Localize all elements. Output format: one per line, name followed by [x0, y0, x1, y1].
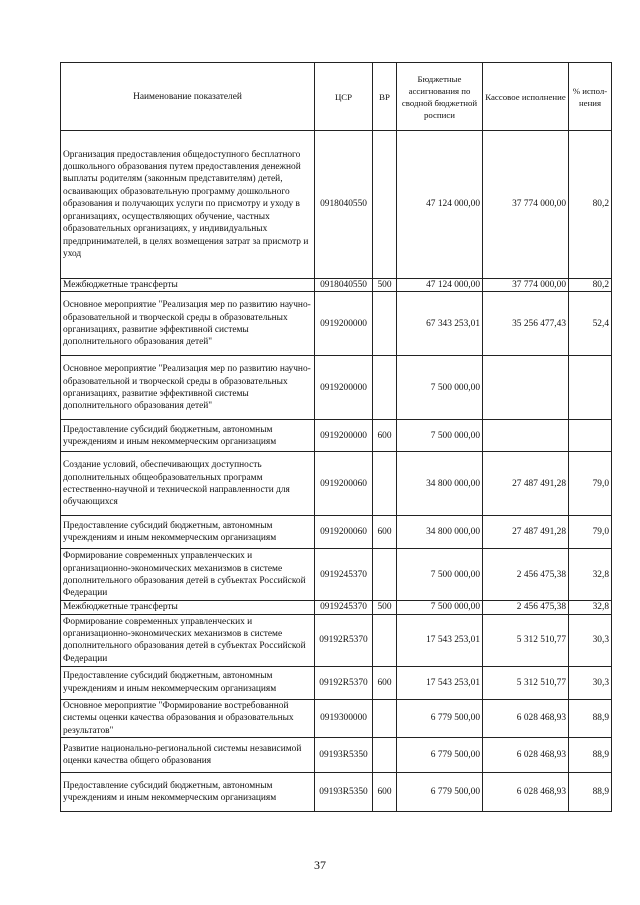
- row-percent: 88,9: [569, 773, 612, 812]
- row-name: Межбюджетные трансферты: [61, 279, 315, 292]
- row-vr: 500: [373, 279, 397, 292]
- table-row: [61, 131, 612, 279]
- row-cash: 35 256 477,43: [483, 292, 569, 356]
- row-csr: 09192R5370: [315, 666, 373, 699]
- row-cash: [483, 420, 569, 452]
- row-vr: 600: [373, 516, 397, 549]
- row-cash: [483, 356, 569, 420]
- header-csr: ЦСР: [315, 63, 373, 131]
- row-percent: 32,8: [569, 549, 612, 601]
- header-budget: Бюджетные ассигнования по сводной бюджетной росписи: [397, 63, 483, 131]
- row-name: Формирование современных управленческих и организационно-экономических механизмов в системе дополнительного образования детей в субъектах Российской Федерации: [61, 614, 315, 666]
- row-budget: 34 800 000,00: [397, 516, 483, 549]
- row-percent: [569, 356, 612, 420]
- row-vr: [373, 699, 397, 737]
- row-cash: 6 028 468,93: [483, 773, 569, 812]
- header-percent: % испол-нения: [569, 63, 612, 131]
- row-name: Развитие национально-региональной системы независимой оценки качества общего образования: [61, 738, 315, 773]
- row-percent: 80,2: [569, 279, 612, 292]
- row-cash: 37 774 000,00: [483, 131, 569, 279]
- row-percent: 80,2: [569, 131, 612, 279]
- row-vr: [373, 131, 397, 279]
- row-budget: 67 343 253,01: [397, 292, 483, 356]
- table-header-row: [61, 63, 612, 131]
- header-name: Наименование показателей: [61, 63, 315, 131]
- row-name: Предоставление субсидий бюджетным, автономным учреждениям и иным некоммерческим организациям: [61, 666, 315, 699]
- table-row: [61, 516, 612, 549]
- row-vr: [373, 452, 397, 516]
- row-cash: 5 312 510,77: [483, 614, 569, 666]
- row-budget: 7 500 000,00: [397, 549, 483, 601]
- row-budget: 7 500 000,00: [397, 601, 483, 614]
- row-vr: 500: [373, 601, 397, 614]
- row-percent: 52,4: [569, 292, 612, 356]
- row-cash: 2 456 475,38: [483, 549, 569, 601]
- row-budget: 7 500 000,00: [397, 356, 483, 420]
- row-csr: 0918040550: [315, 131, 373, 279]
- row-percent: 88,9: [569, 699, 612, 737]
- table-row: [61, 279, 612, 292]
- document-page: [60, 62, 611, 812]
- row-csr: 0919300000: [315, 699, 373, 737]
- row-budget: 47 124 000,00: [397, 131, 483, 279]
- row-csr: 0919245370: [315, 549, 373, 601]
- row-budget: 34 800 000,00: [397, 452, 483, 516]
- table-row: [61, 601, 612, 614]
- header-vr: ВР: [373, 63, 397, 131]
- row-vr: 600: [373, 420, 397, 452]
- row-csr: 0919200060: [315, 452, 373, 516]
- table-row: [61, 773, 612, 812]
- table-row: [61, 420, 612, 452]
- table-row: [61, 699, 612, 737]
- table-row: [61, 549, 612, 601]
- row-name: Основное мероприятие "Формирование востребованной системы оценки качества образования и образовательных результатов": [61, 699, 315, 737]
- budget-execution-table: [60, 62, 612, 812]
- row-name: Формирование современных управленческих и организационно-экономических механизмов в системе дополнительного образования детей в субъектах Российской Федерации: [61, 549, 315, 601]
- row-cash: 27 487 491,28: [483, 452, 569, 516]
- row-budget: 47 124 000,00: [397, 279, 483, 292]
- table-row: [61, 452, 612, 516]
- row-name: Основное мероприятие "Реализация мер по развитию научно-образовательной и творческой среды в образовательных организациях, развитие эффективной системы дополнительного образования детей": [61, 292, 315, 356]
- row-vr: 600: [373, 773, 397, 812]
- row-name: Предоставление субсидий бюджетным, автономным учреждениям и иным некоммерческим организациям: [61, 773, 315, 812]
- row-budget: 17 543 253,01: [397, 666, 483, 699]
- row-percent: 30,3: [569, 666, 612, 699]
- row-csr: 0919200000: [315, 356, 373, 420]
- row-percent: 79,0: [569, 452, 612, 516]
- row-percent: 79,0: [569, 516, 612, 549]
- row-cash: 27 487 491,28: [483, 516, 569, 549]
- page-number: 37: [314, 858, 326, 872]
- row-name: Межбюджетные трансферты: [61, 601, 315, 614]
- row-csr: 09193R5350: [315, 738, 373, 773]
- row-csr: 09192R5370: [315, 614, 373, 666]
- row-cash: 2 456 475,38: [483, 601, 569, 614]
- row-vr: 600: [373, 666, 397, 699]
- row-percent: 32,8: [569, 601, 612, 614]
- row-name: Предоставление субсидий бюджетным, автономным учреждениям и иным некоммерческим организациям: [61, 420, 315, 452]
- header-cash: Кассовое исполнение: [483, 63, 569, 131]
- row-csr: 0918040550: [315, 279, 373, 292]
- row-name: Создание условий, обеспечивающих доступность дополнительных общеобразовательных программ естественно-научной и технической направленности для обучающихся: [61, 452, 315, 516]
- row-cash: 37 774 000,00: [483, 279, 569, 292]
- row-vr: [373, 614, 397, 666]
- row-budget: 17 543 253,01: [397, 614, 483, 666]
- row-percent: 30,3: [569, 614, 612, 666]
- row-budget: 6 779 500,00: [397, 699, 483, 737]
- row-vr: [373, 292, 397, 356]
- table-row: [61, 356, 612, 420]
- table-row: [61, 614, 612, 666]
- table-row: [61, 292, 612, 356]
- table-row: [61, 738, 612, 773]
- row-percent: [569, 420, 612, 452]
- row-cash: 6 028 468,93: [483, 699, 569, 737]
- row-csr: 0919245370: [315, 601, 373, 614]
- row-name: Предоставление субсидий бюджетным, автономным учреждениям и иным некоммерческим организациям: [61, 516, 315, 549]
- row-cash: 6 028 468,93: [483, 738, 569, 773]
- row-budget: 6 779 500,00: [397, 738, 483, 773]
- row-csr: 09193R5350: [315, 773, 373, 812]
- table-row: [61, 666, 612, 699]
- row-vr: [373, 738, 397, 773]
- row-csr: 0919200060: [315, 516, 373, 549]
- row-budget: 7 500 000,00: [397, 420, 483, 452]
- row-csr: 0919200000: [315, 292, 373, 356]
- row-csr: 0919200000: [315, 420, 373, 452]
- row-percent: 88,9: [569, 738, 612, 773]
- row-budget: 6 779 500,00: [397, 773, 483, 812]
- row-vr: [373, 549, 397, 601]
- row-name: Организация предоставления общедоступного бесплатного дошкольного образования путем предоставления денежной выплаты родителям (законным представителям) детей, осваивающих образовательную программу дошкольного образования и получающих услуги по присмотру и уходу в организациях, осуществляющих обучение, частных образовательных организациях, у индивидуальных предпринимателей, в целях возмещения затрат за присмотр и уход: [61, 131, 315, 279]
- row-vr: [373, 356, 397, 420]
- row-cash: 5 312 510,77: [483, 666, 569, 699]
- row-name: Основное мероприятие "Реализация мер по развитию научно-образовательной и творческой среды в образовательных организациях, развитие эффективной системы дополнительного образования детей": [61, 356, 315, 420]
